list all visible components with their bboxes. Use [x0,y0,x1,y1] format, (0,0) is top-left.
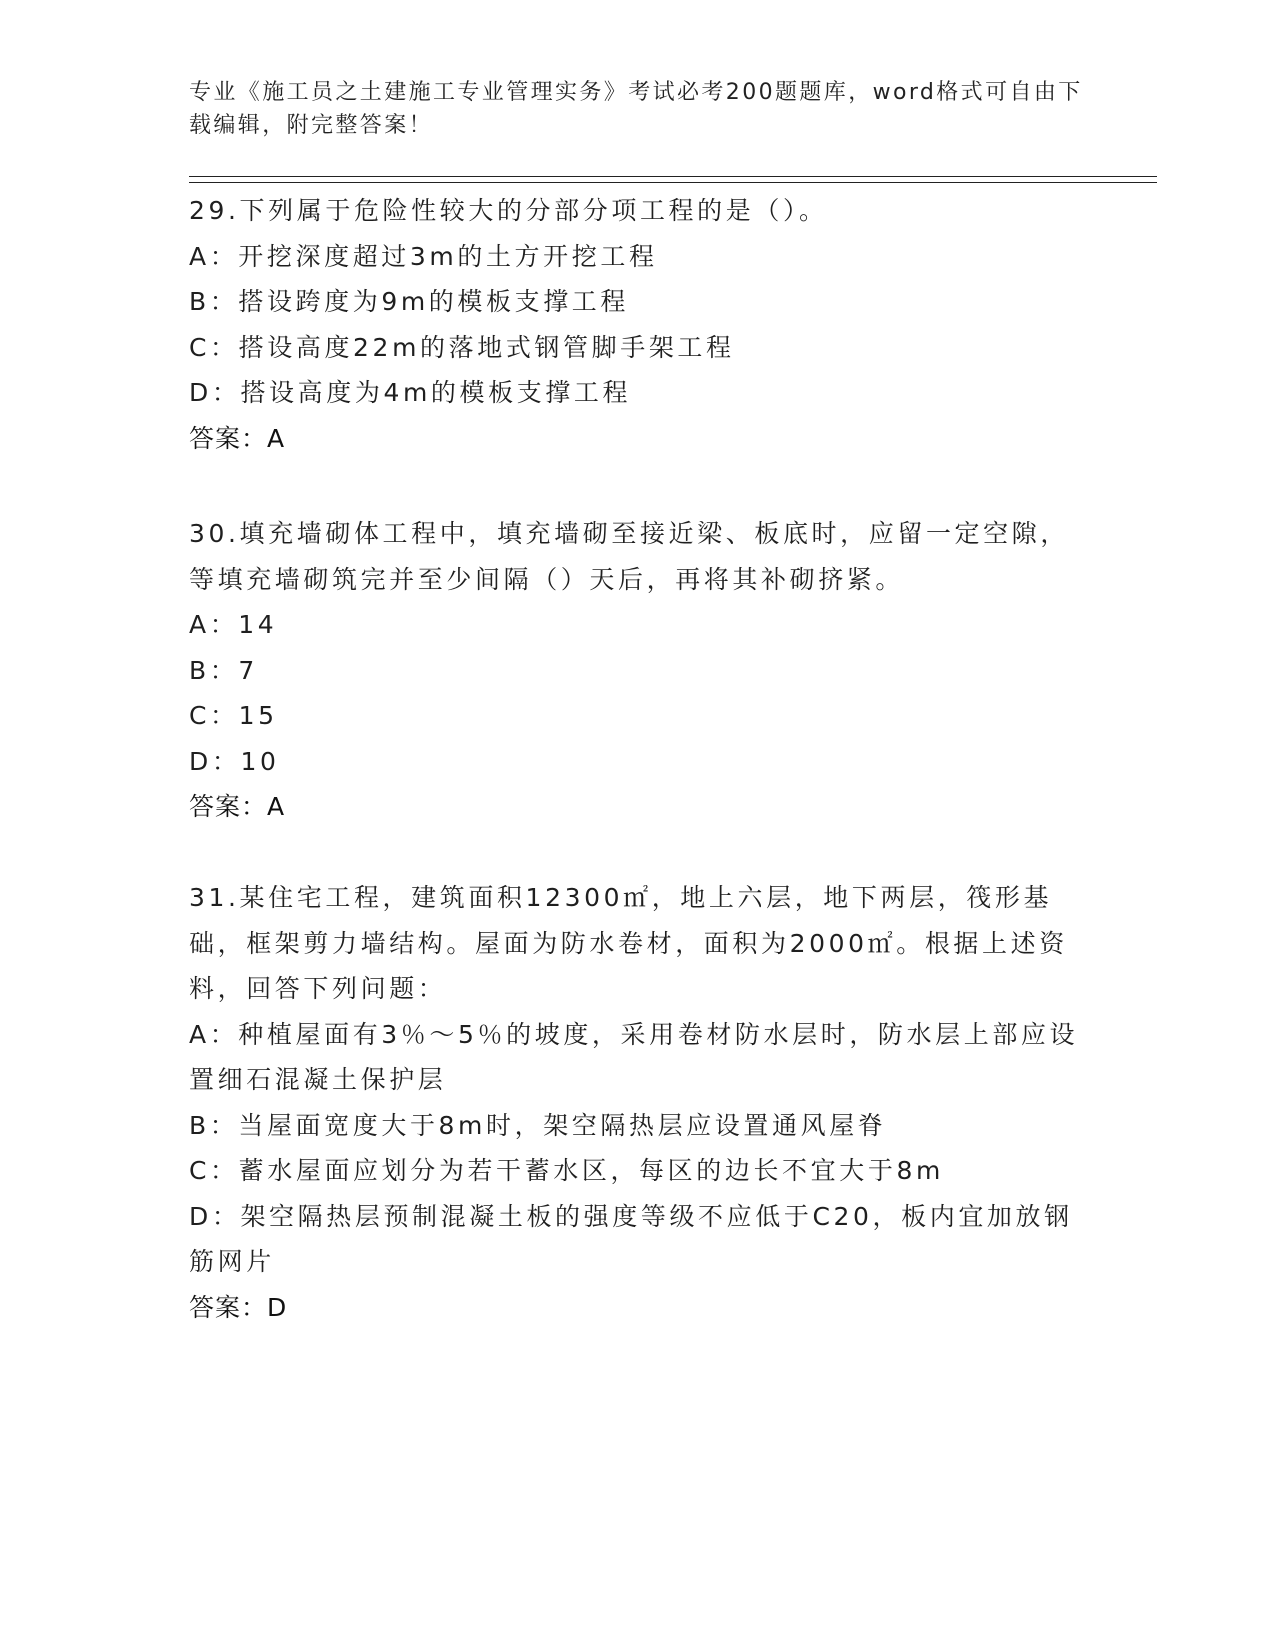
header-divider-line [189,182,1157,183]
option-d: D：搭设高度为4m的模板支撑工程 [189,378,632,407]
answer-label: 答案：D [189,1292,288,1322]
question-block [189,188,1089,461]
option-b: B：当屋面宽度大于8m时，架空隔热层应设置通风屋脊 [189,1110,887,1140]
option-a: A：种植屋面有3％～5％的坡度，采用卷材防水层时，防水层上部应设置细石混凝土保护层 [189,1019,1079,1094]
option-d: D：架空隔热层预制混凝土板的强度等级不应低于C20，板内宜加放钢筋网片 [189,1201,1073,1276]
option-b: B：搭设跨度为9m的模板支撑工程 [189,287,630,316]
question-stem: 30.填充墙砌体工程中，填充墙砌至接近梁、板底时，应留一定空隙，等填充墙砌筑完并至少间隔（）天后，再将其补砌挤紧。 [189,519,1069,594]
answer-label: 答案：A [189,423,286,453]
option-d: D：10 [189,746,280,776]
question-stem: 31.某住宅工程，建筑面积12300㎡，地上六层，地下两层，筏形基础，框架剪力墙结构。屋面为防水卷材，面积为2000㎡。根据上述资料，回答下列问题： [189,883,1068,1003]
question-stem: 29.下列属于危险性较大的分部分项工程的是（）。 [189,196,828,225]
question-block [189,875,1089,1330]
option-b: B：7 [189,655,258,685]
question-block [189,511,1089,830]
option-c: C：搭设高度22m的落地式钢管脚手架工程 [189,332,735,362]
option-a: A：14 [189,610,278,639]
document-header: 专业《施工员之土建施工专业管理实务》考试必考200题题库，word格式可自由下载编辑，附完整答案！ [189,80,1083,138]
option-c: C：15 [189,701,278,730]
option-a: A：开挖深度超过3m的土方开挖工程 [189,241,658,271]
option-c: C：蓄水屋面应划分为若干蓄水区，每区的边长不宜大于8m [189,1156,944,1185]
header-divider-line [189,176,1157,177]
answer-label: 答案：A [189,792,286,821]
